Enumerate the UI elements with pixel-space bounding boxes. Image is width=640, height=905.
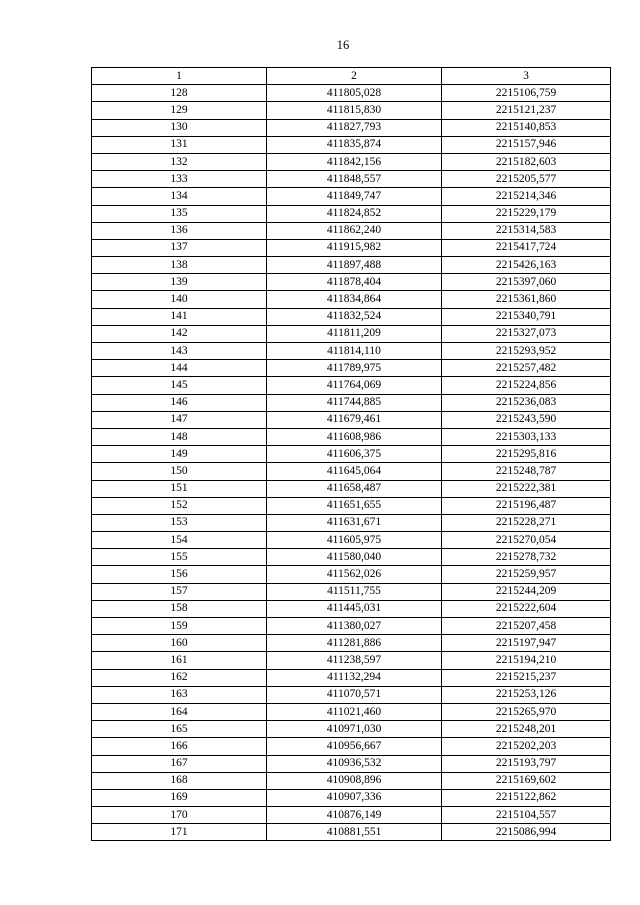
table-row xyxy=(92,549,611,566)
table-row xyxy=(92,600,611,617)
x-coordinate-cell: 411832,524 xyxy=(267,308,442,325)
x-coordinate-cell: 411445,031 xyxy=(267,600,442,617)
point-number-cell: 166 xyxy=(92,738,267,755)
y-coordinate-cell: 2215214,346 xyxy=(442,188,611,205)
point-number-cell: 150 xyxy=(92,463,267,480)
y-coordinate-cell: 2215157,946 xyxy=(442,136,611,153)
y-coordinate-cell: 2215303,133 xyxy=(442,428,611,445)
x-coordinate-cell: 410876,149 xyxy=(267,807,442,824)
coordinates-table xyxy=(91,67,611,841)
point-number-cell: 156 xyxy=(92,566,267,583)
table-row xyxy=(92,274,611,291)
table-row xyxy=(92,411,611,428)
point-number-cell: 164 xyxy=(92,703,267,720)
y-coordinate-cell: 2215243,590 xyxy=(442,411,611,428)
point-number-cell: 145 xyxy=(92,377,267,394)
x-coordinate-cell: 411562,026 xyxy=(267,566,442,583)
point-number-cell: 147 xyxy=(92,411,267,428)
table-row xyxy=(92,618,611,635)
table-row xyxy=(92,343,611,360)
table-row xyxy=(92,153,611,170)
point-number-cell: 148 xyxy=(92,428,267,445)
y-coordinate-cell: 2215194,210 xyxy=(442,652,611,669)
x-coordinate-cell: 411834,864 xyxy=(267,291,442,308)
point-number-cell: 138 xyxy=(92,257,267,274)
point-number-cell: 165 xyxy=(92,721,267,738)
x-coordinate-cell: 410936,532 xyxy=(267,755,442,772)
table-row xyxy=(92,497,611,514)
point-number-cell: 169 xyxy=(92,789,267,806)
table-row xyxy=(92,205,611,222)
table-row xyxy=(92,721,611,738)
y-coordinate-cell: 2215202,203 xyxy=(442,738,611,755)
point-number-cell: 149 xyxy=(92,446,267,463)
point-number-cell: 146 xyxy=(92,394,267,411)
table-row xyxy=(92,119,611,136)
point-number-cell: 161 xyxy=(92,652,267,669)
y-coordinate-cell: 2215417,724 xyxy=(442,239,611,256)
x-coordinate-cell: 411878,404 xyxy=(267,274,442,291)
table-row xyxy=(92,377,611,394)
table-row xyxy=(92,360,611,377)
y-coordinate-cell: 2215257,482 xyxy=(442,360,611,377)
x-coordinate-cell: 411380,027 xyxy=(267,618,442,635)
table-row xyxy=(92,136,611,153)
point-number-cell: 144 xyxy=(92,360,267,377)
point-number-cell: 151 xyxy=(92,480,267,497)
point-number-cell: 167 xyxy=(92,755,267,772)
y-coordinate-cell: 2215295,816 xyxy=(442,446,611,463)
x-coordinate-cell: 411608,986 xyxy=(267,428,442,445)
point-number-cell: 163 xyxy=(92,686,267,703)
x-coordinate-cell: 411021,460 xyxy=(267,703,442,720)
y-coordinate-cell: 2215205,577 xyxy=(442,171,611,188)
x-coordinate-cell: 411814,110 xyxy=(267,343,442,360)
x-coordinate-cell: 411744,885 xyxy=(267,394,442,411)
x-coordinate-cell: 411679,461 xyxy=(267,411,442,428)
table-row xyxy=(92,428,611,445)
table-row xyxy=(92,446,611,463)
y-coordinate-cell: 2215086,994 xyxy=(442,824,611,841)
point-number-cell: 143 xyxy=(92,343,267,360)
y-coordinate-cell: 2215248,201 xyxy=(442,721,611,738)
point-number-cell: 137 xyxy=(92,239,267,256)
x-coordinate-cell: 411915,982 xyxy=(267,239,442,256)
x-coordinate-cell: 411835,874 xyxy=(267,136,442,153)
y-coordinate-cell: 2215182,603 xyxy=(442,153,611,170)
x-coordinate-cell: 411645,064 xyxy=(267,463,442,480)
table-body xyxy=(92,85,611,841)
x-coordinate-cell: 410881,551 xyxy=(267,824,442,841)
header-cell-2: 2 xyxy=(267,68,442,85)
table-row xyxy=(92,239,611,256)
x-coordinate-cell: 410908,896 xyxy=(267,772,442,789)
y-coordinate-cell: 2215222,604 xyxy=(442,600,611,617)
y-coordinate-cell: 2215314,583 xyxy=(442,222,611,239)
table-row xyxy=(92,669,611,686)
y-coordinate-cell: 2215248,787 xyxy=(442,463,611,480)
y-coordinate-cell: 2215196,487 xyxy=(442,497,611,514)
x-coordinate-cell: 411789,975 xyxy=(267,360,442,377)
point-number-cell: 152 xyxy=(92,497,267,514)
table-row xyxy=(92,308,611,325)
table-row xyxy=(92,703,611,720)
table-header-row xyxy=(92,68,611,85)
table-row xyxy=(92,738,611,755)
table-row xyxy=(92,325,611,342)
y-coordinate-cell: 2215197,947 xyxy=(442,635,611,652)
point-number-cell: 153 xyxy=(92,514,267,531)
y-coordinate-cell: 2215122,862 xyxy=(442,789,611,806)
y-coordinate-cell: 2215140,853 xyxy=(442,119,611,136)
y-coordinate-cell: 2215340,791 xyxy=(442,308,611,325)
y-coordinate-cell: 2215207,458 xyxy=(442,618,611,635)
x-coordinate-cell: 411281,886 xyxy=(267,635,442,652)
x-coordinate-cell: 411824,852 xyxy=(267,205,442,222)
x-coordinate-cell: 411580,040 xyxy=(267,549,442,566)
table-row xyxy=(92,807,611,824)
y-coordinate-cell: 2215253,126 xyxy=(442,686,611,703)
point-number-cell: 157 xyxy=(92,583,267,600)
point-number-cell: 140 xyxy=(92,291,267,308)
x-coordinate-cell: 411764,069 xyxy=(267,377,442,394)
point-number-cell: 129 xyxy=(92,102,267,119)
table-row xyxy=(92,514,611,531)
point-number-cell: 160 xyxy=(92,635,267,652)
table-row xyxy=(92,755,611,772)
point-number-cell: 168 xyxy=(92,772,267,789)
table-row xyxy=(92,824,611,841)
point-number-cell: 142 xyxy=(92,325,267,342)
point-number-cell: 131 xyxy=(92,136,267,153)
table-row xyxy=(92,583,611,600)
y-coordinate-cell: 2215229,179 xyxy=(442,205,611,222)
x-coordinate-cell: 411238,597 xyxy=(267,652,442,669)
point-number-cell: 135 xyxy=(92,205,267,222)
x-coordinate-cell: 411606,375 xyxy=(267,446,442,463)
table-row xyxy=(92,222,611,239)
table-row xyxy=(92,635,611,652)
table-row xyxy=(92,652,611,669)
table-row xyxy=(92,566,611,583)
y-coordinate-cell: 2215236,083 xyxy=(442,394,611,411)
y-coordinate-cell: 2215169,602 xyxy=(442,772,611,789)
x-coordinate-cell: 411805,028 xyxy=(267,85,442,102)
x-coordinate-cell: 411631,671 xyxy=(267,514,442,531)
x-coordinate-cell: 411511,755 xyxy=(267,583,442,600)
y-coordinate-cell: 2215244,209 xyxy=(442,583,611,600)
point-number-cell: 159 xyxy=(92,618,267,635)
table-header xyxy=(92,68,611,85)
point-number-cell: 134 xyxy=(92,188,267,205)
point-number-cell: 130 xyxy=(92,119,267,136)
table-row xyxy=(92,257,611,274)
y-coordinate-cell: 2215224,856 xyxy=(442,377,611,394)
table-row xyxy=(92,188,611,205)
table-row xyxy=(92,102,611,119)
point-number-cell: 128 xyxy=(92,85,267,102)
x-coordinate-cell: 411862,240 xyxy=(267,222,442,239)
table-row xyxy=(92,532,611,549)
table-row xyxy=(92,394,611,411)
y-coordinate-cell: 2215265,970 xyxy=(442,703,611,720)
table-row xyxy=(92,686,611,703)
y-coordinate-cell: 2215222,381 xyxy=(442,480,611,497)
point-number-cell: 171 xyxy=(92,824,267,841)
table-row xyxy=(92,463,611,480)
point-number-cell: 141 xyxy=(92,308,267,325)
x-coordinate-cell: 411815,830 xyxy=(267,102,442,119)
point-number-cell: 133 xyxy=(92,171,267,188)
table-row xyxy=(92,291,611,308)
point-number-cell: 170 xyxy=(92,807,267,824)
x-coordinate-cell: 410907,336 xyxy=(267,789,442,806)
y-coordinate-cell: 2215426,163 xyxy=(442,257,611,274)
x-coordinate-cell: 411651,655 xyxy=(267,497,442,514)
table-row xyxy=(92,85,611,102)
x-coordinate-cell: 410971,030 xyxy=(267,721,442,738)
y-coordinate-cell: 2215121,237 xyxy=(442,102,611,119)
table-row xyxy=(92,171,611,188)
table-row xyxy=(92,789,611,806)
y-coordinate-cell: 2215259,957 xyxy=(442,566,611,583)
y-coordinate-cell: 2215293,952 xyxy=(442,343,611,360)
x-coordinate-cell: 411827,793 xyxy=(267,119,442,136)
x-coordinate-cell: 411897,488 xyxy=(267,257,442,274)
x-coordinate-cell: 411849,747 xyxy=(267,188,442,205)
y-coordinate-cell: 2215361,860 xyxy=(442,291,611,308)
x-coordinate-cell: 411658,487 xyxy=(267,480,442,497)
point-number-cell: 155 xyxy=(92,549,267,566)
point-number-cell: 139 xyxy=(92,274,267,291)
y-coordinate-cell: 2215278,732 xyxy=(442,549,611,566)
page-number: 16 xyxy=(336,38,350,52)
point-number-cell: 158 xyxy=(92,600,267,617)
table-row xyxy=(92,480,611,497)
y-coordinate-cell: 2215228,271 xyxy=(442,514,611,531)
y-coordinate-cell: 2215397,060 xyxy=(442,274,611,291)
y-coordinate-cell: 2215106,759 xyxy=(442,85,611,102)
y-coordinate-cell: 2215193,797 xyxy=(442,755,611,772)
point-number-cell: 154 xyxy=(92,532,267,549)
header-cell-1: 1 xyxy=(92,68,267,85)
x-coordinate-cell: 411605,975 xyxy=(267,532,442,549)
table-row xyxy=(92,772,611,789)
x-coordinate-cell: 410956,667 xyxy=(267,738,442,755)
x-coordinate-cell: 411811,209 xyxy=(267,325,442,342)
y-coordinate-cell: 2215327,073 xyxy=(442,325,611,342)
point-number-cell: 136 xyxy=(92,222,267,239)
y-coordinate-cell: 2215104,557 xyxy=(442,807,611,824)
y-coordinate-cell: 2215215,237 xyxy=(442,669,611,686)
header-cell-3: 3 xyxy=(442,68,611,85)
x-coordinate-cell: 411848,557 xyxy=(267,171,442,188)
y-coordinate-cell: 2215270,054 xyxy=(442,532,611,549)
x-coordinate-cell: 411070,571 xyxy=(267,686,442,703)
x-coordinate-cell: 411132,294 xyxy=(267,669,442,686)
point-number-cell: 132 xyxy=(92,153,267,170)
x-coordinate-cell: 411842,156 xyxy=(267,153,442,170)
point-number-cell: 162 xyxy=(92,669,267,686)
